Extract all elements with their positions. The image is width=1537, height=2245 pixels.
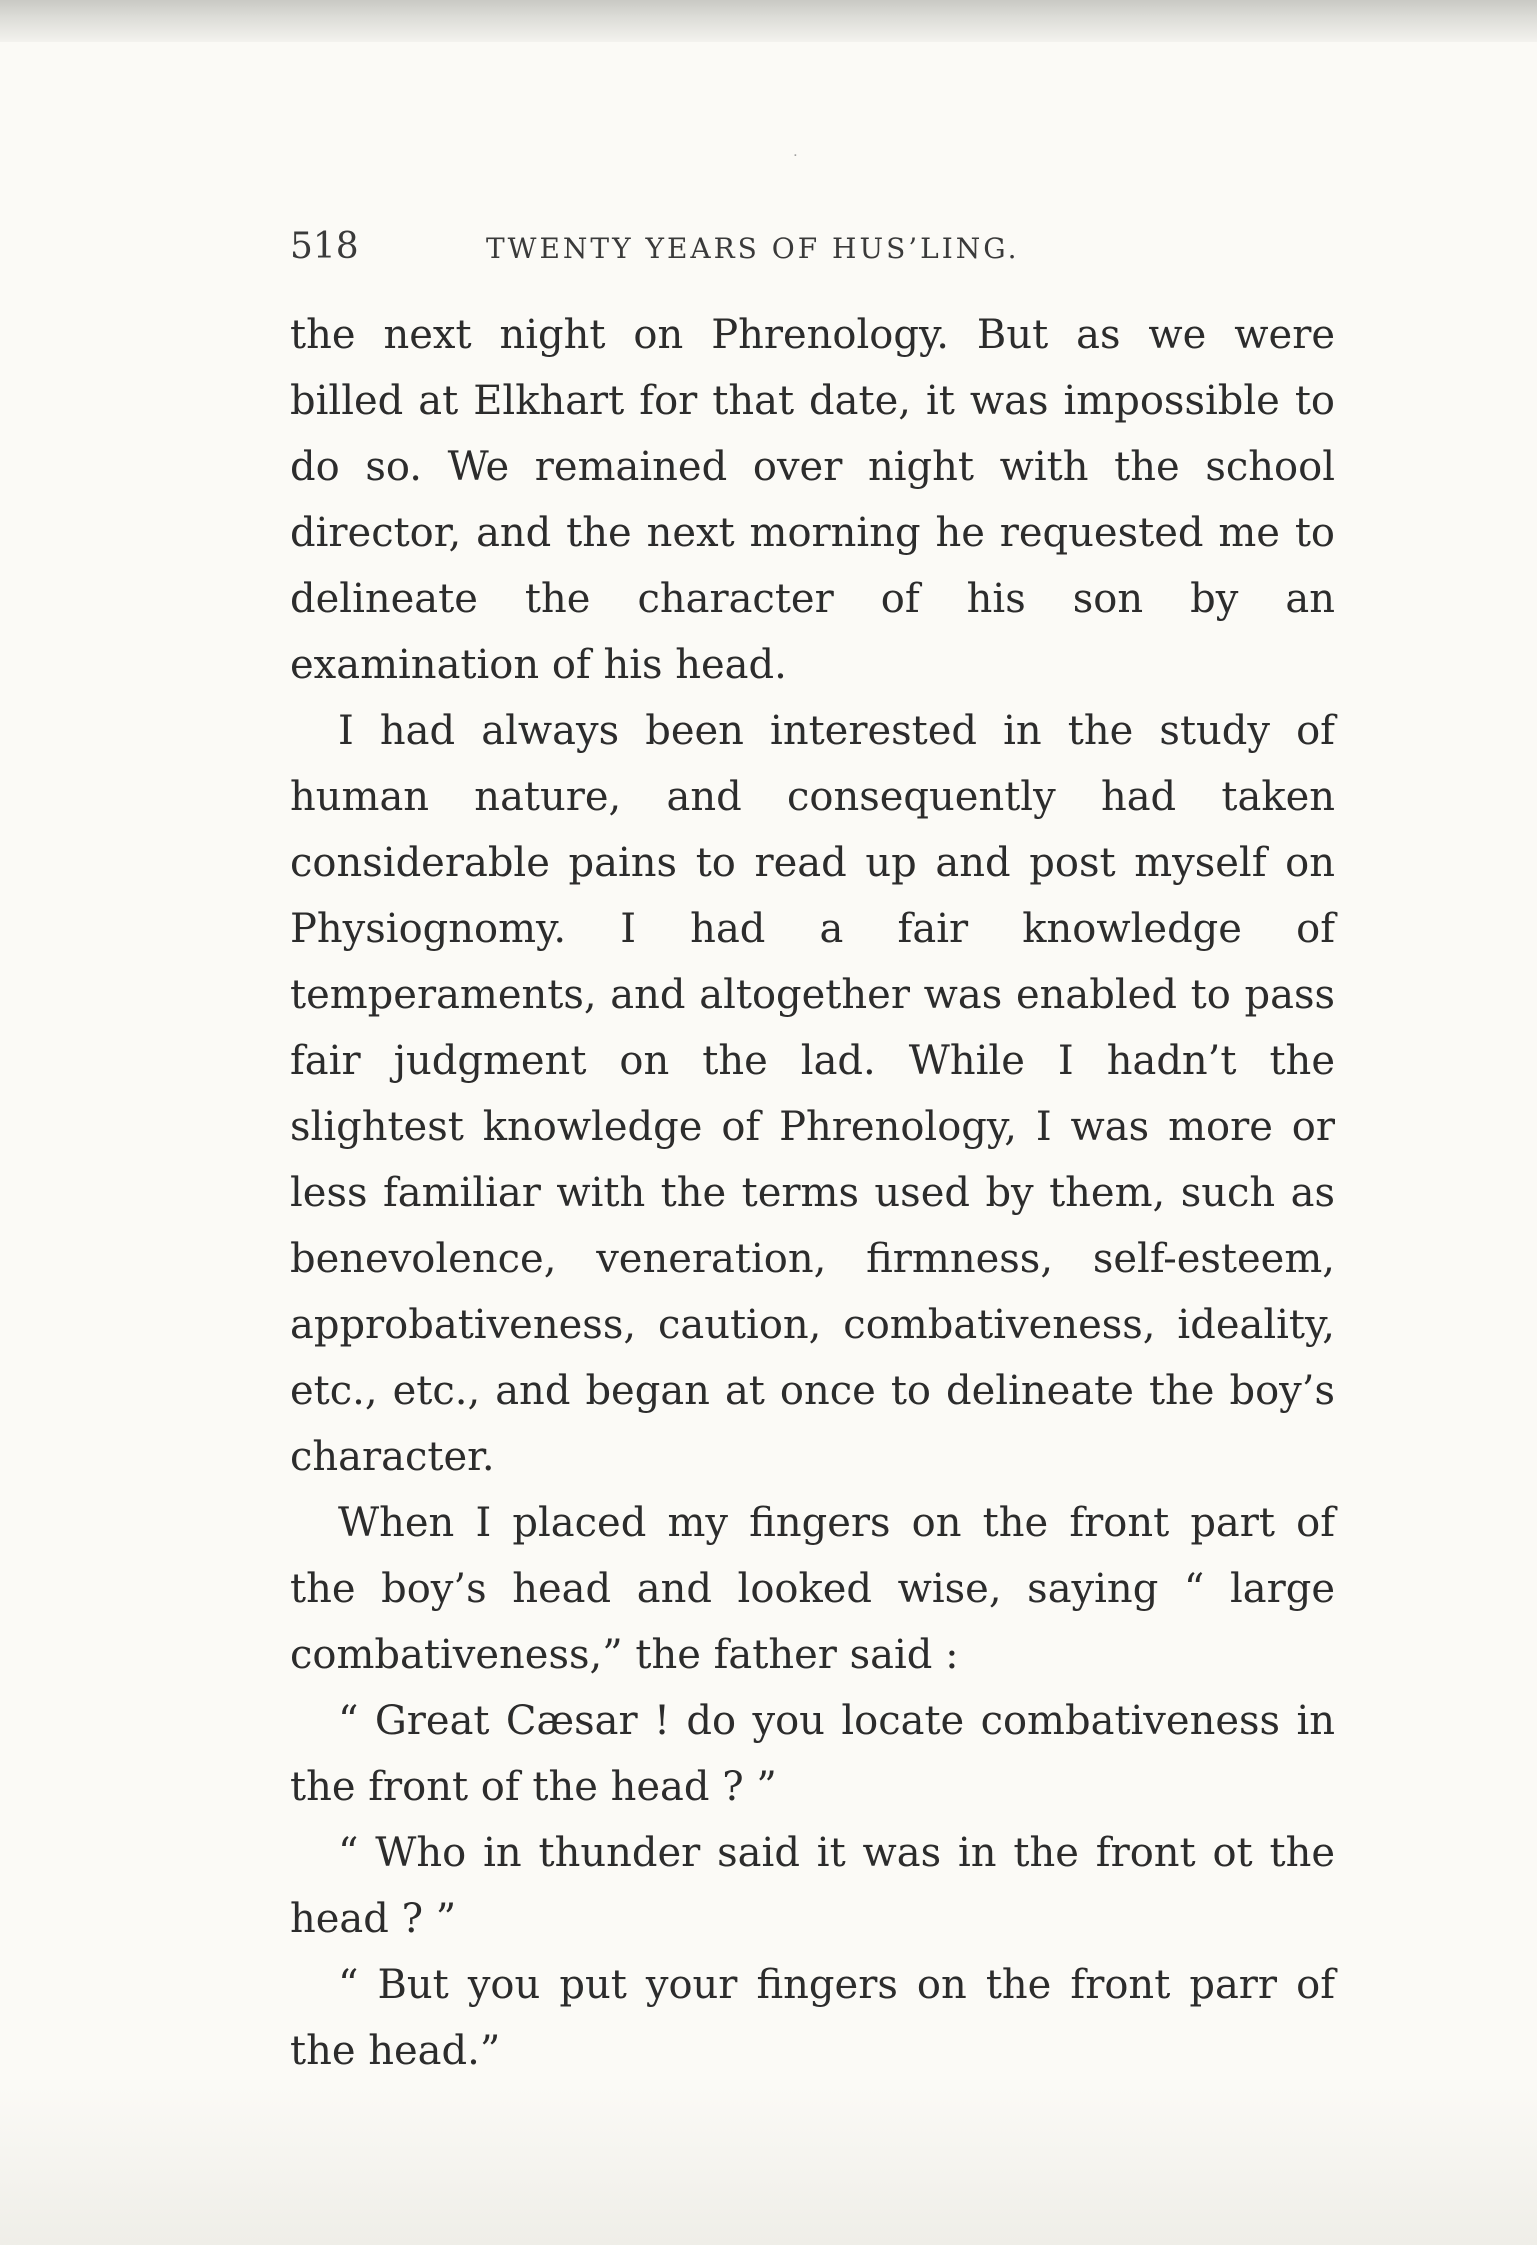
running-title: TWENTY YEARS OF HUS’LING. [486,232,1020,265]
ink-speck: ᐝ [793,151,798,170]
running-head [290,222,1340,272]
dialogue-line: “ Great Cæsar ! do you locate combativeness in the front of the head ? ” [290,1698,1335,1810]
paragraph: I had always been interested in the study of human nature, and consequently had taken considerable pains to read up and post myself on Physiognomy. I had a fair knowledge of temperaments, and altogether was enabled to pass fair judgment on the lad. While I hadn’t the slightest knowledge of Phrenology, I was more or less familiar with the terms used by them, such as benevolence, veneration, firmness, self-esteem, approbativeness, caution, combativeness, ideality, etc., etc., and began at once to delineate the boy’s character. [290,708,1335,1480]
page-number: 518 [290,226,359,267]
body-text [290,302,1335,2084]
paragraph: When I placed my fingers on the front part of the boy’s head and looked wise, saying “ large combativeness,” the father said : [290,1500,1335,1678]
scan-bottom-edge [0,2085,1537,2245]
dialogue-line: “ But you put your fingers on the front parr of the head.” [290,1962,1335,2074]
dialogue-line: “ Who in thunder said it was in the front ot the head ? ” [290,1830,1335,1942]
scan-top-edge [0,0,1537,42]
paragraph-continued: the next night on Phrenology. But as we were billed at Elkhart for that date, it was impossible to do so. We remained over night with the school director, and the next morning he requested me to delineate the character of his son by an examination of his head. [290,312,1335,688]
